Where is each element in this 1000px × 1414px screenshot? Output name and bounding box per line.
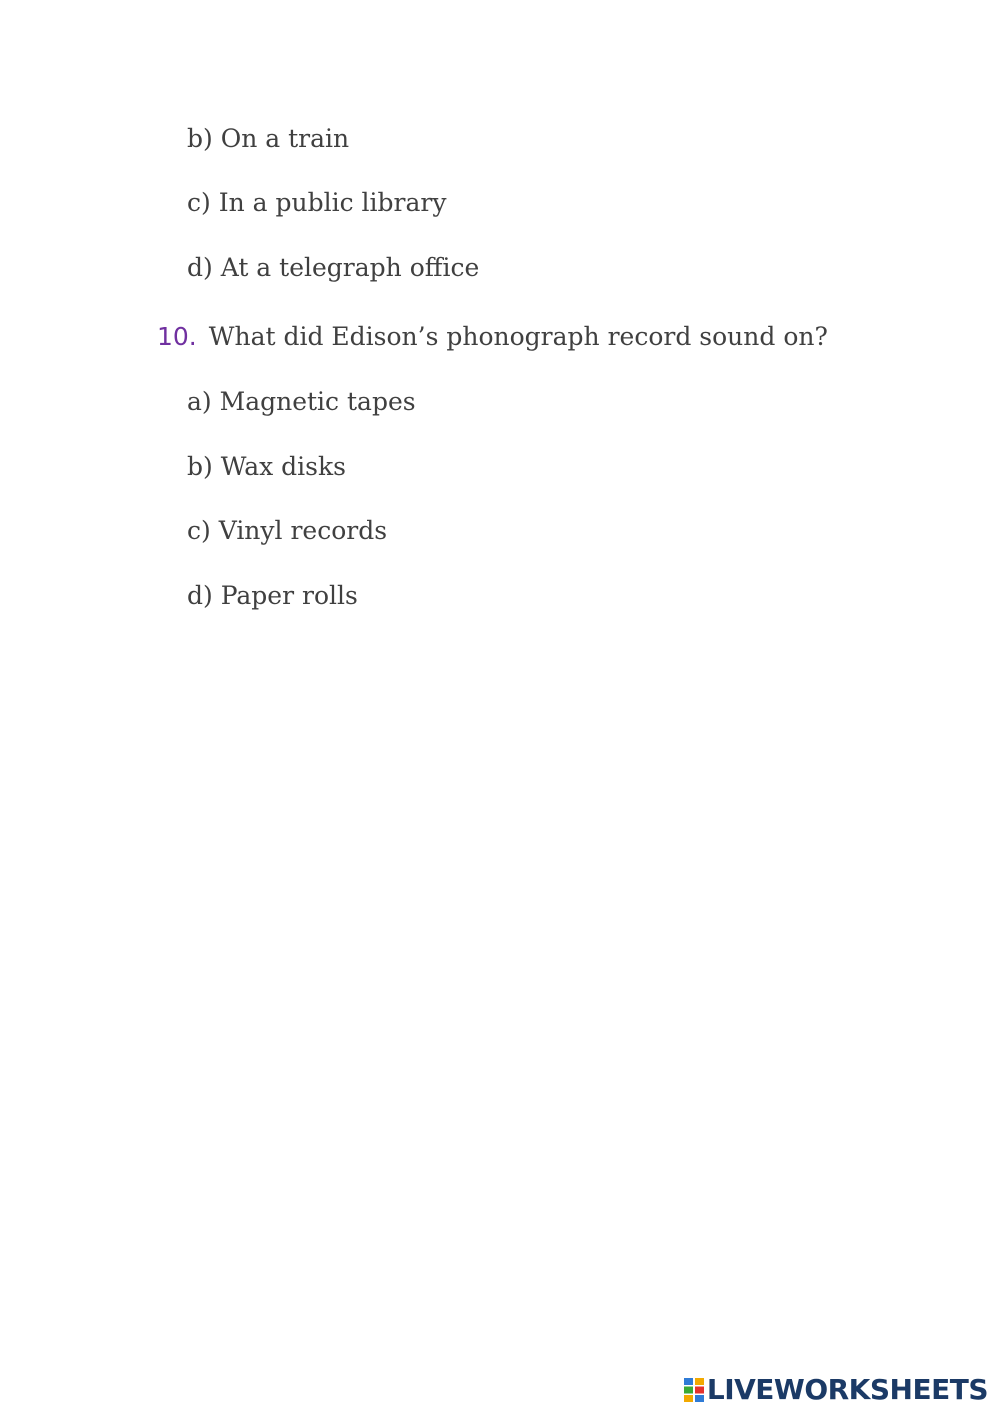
q10-option-a: a) Magnetic tapes: [187, 387, 416, 416]
liveworksheets-brand: [684, 1374, 988, 1406]
question-text: What did Edison’s phonograph record sound on?: [208, 322, 828, 351]
q9-option-d: d) At a telegraph office: [187, 253, 480, 282]
liveworksheets-logo-icon: [684, 1378, 704, 1402]
q10-option-c: c) Vinyl records: [187, 516, 388, 545]
question-number: 10.: [157, 322, 197, 351]
question-10: [157, 324, 828, 349]
q9-option-c: c) In a public library: [187, 188, 447, 217]
q9-option-b: b) On a train: [187, 124, 350, 153]
q10-option-d: d) Paper rolls: [187, 581, 358, 610]
brand-name: LIVEWORKSHEETS: [706, 1373, 988, 1406]
q10-option-b: b) Wax disks: [187, 452, 346, 481]
